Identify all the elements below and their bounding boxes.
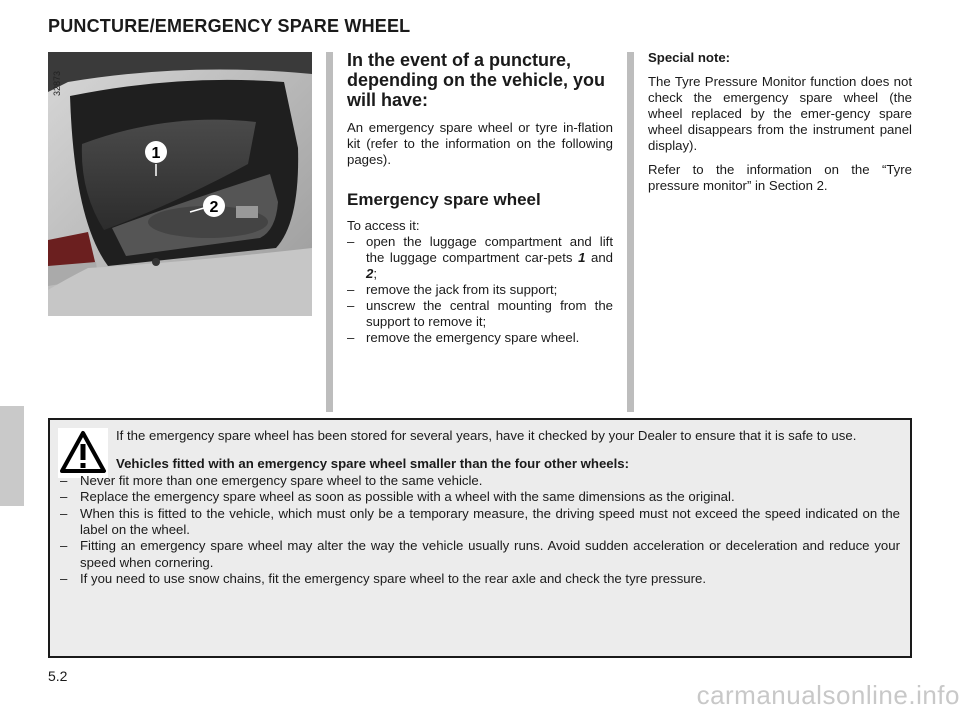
page-number: 5.2 bbox=[48, 668, 68, 684]
warning-list bbox=[60, 473, 900, 588]
list-item bbox=[60, 506, 900, 539]
luggage-compartment-photo bbox=[48, 52, 312, 316]
figure-id: 32873 bbox=[52, 70, 62, 96]
step-text: remove the emergency spare wheel. bbox=[366, 330, 580, 345]
list-item bbox=[347, 330, 613, 346]
step-text: ; bbox=[373, 266, 378, 281]
warning-box bbox=[48, 418, 912, 658]
warning-triangle-icon bbox=[58, 428, 108, 478]
note-paragraph: Refer to the information on the “Tyre pressure monitor” in Section 2. bbox=[648, 162, 912, 193]
column-divider bbox=[627, 52, 634, 412]
intro-text: An emergency spare wheel or tyre in-flation kit (refer to the information on the following pages). bbox=[347, 120, 613, 167]
warning-item-text: Replace the emergency spare wheel as soon as possible with a wheel with the same dimensions as the original. bbox=[80, 489, 735, 505]
list-item bbox=[60, 571, 900, 587]
list-dash: – bbox=[60, 538, 68, 554]
step-text: and bbox=[585, 250, 613, 265]
list-dash: – bbox=[60, 472, 68, 488]
warning-item-text: If you need to use snow chains, fit the emergency spare wheel to the rear axle and check the tyre pressure. bbox=[80, 571, 707, 587]
ref-2: 2 bbox=[366, 266, 374, 281]
special-note-title: Special note: bbox=[648, 50, 731, 65]
warning-item-text: Never fit more than one emergency spare wheel to the same vehicle. bbox=[80, 472, 483, 488]
intro-heading: In the event of a puncture, depending on the vehicle, you will have: bbox=[347, 50, 606, 110]
list-item bbox=[347, 298, 613, 330]
note-column bbox=[648, 50, 912, 202]
list-item bbox=[60, 473, 900, 489]
callout-1: 1 bbox=[151, 145, 161, 162]
main-column bbox=[347, 50, 613, 346]
warning-intro: If the emergency spare wheel has been stored for several years, have it checked by your Dealer to ensure that it is safe to use. bbox=[116, 428, 857, 443]
list-item bbox=[60, 489, 900, 505]
access-text: To access it: bbox=[347, 218, 420, 233]
step-text: unscrew the central mounting from the support to remove it; bbox=[366, 298, 613, 329]
list-dash: – bbox=[347, 330, 355, 345]
ref-1: 1 bbox=[578, 250, 586, 265]
list-item bbox=[347, 282, 613, 298]
column-divider bbox=[326, 52, 333, 412]
note-paragraph: The Tyre Pressure Monitor function does not check the emergency spare wheel (the wheel replaced by the emer-gency spare wheel disappears from the instrument panel display). bbox=[648, 74, 912, 153]
watermark: carmanualsonline.info bbox=[696, 680, 960, 710]
list-item bbox=[60, 538, 900, 571]
list-item bbox=[347, 234, 613, 282]
list-dash: – bbox=[60, 505, 68, 521]
list-dash: – bbox=[347, 282, 355, 297]
callout-2: 2 bbox=[209, 199, 219, 216]
trunk-illustration bbox=[48, 52, 312, 316]
warning-item-text: When this is fitted to the vehicle, which must only be a temporary measure, the driving speed must not exceed the speed indicated on the label on the wheel. bbox=[80, 505, 900, 538]
list-dash: – bbox=[347, 298, 355, 313]
page-title: PUNCTURE/EMERGENCY SPARE WHEEL bbox=[48, 16, 411, 36]
step-text: open the luggage compartment and lift the luggage compartment car-pets bbox=[366, 234, 613, 265]
list-dash: – bbox=[60, 571, 68, 587]
section-tab bbox=[0, 406, 24, 506]
step-text: remove the jack from its support; bbox=[366, 282, 558, 297]
warning-item-text: Fitting an emergency spare wheel may alter the way the vehicle usually runs. Avoid sudden acceleration or deceleration and reduce your speed when cornering. bbox=[80, 538, 900, 570]
steps-list bbox=[347, 234, 613, 346]
list-dash: – bbox=[60, 489, 68, 505]
spare-wheel-heading: Emergency spare wheel bbox=[347, 190, 541, 209]
warning-subheading: Vehicles fitted with an emergency spare wheel smaller than the four other wheels: bbox=[116, 456, 629, 472]
list-dash: – bbox=[347, 234, 355, 249]
